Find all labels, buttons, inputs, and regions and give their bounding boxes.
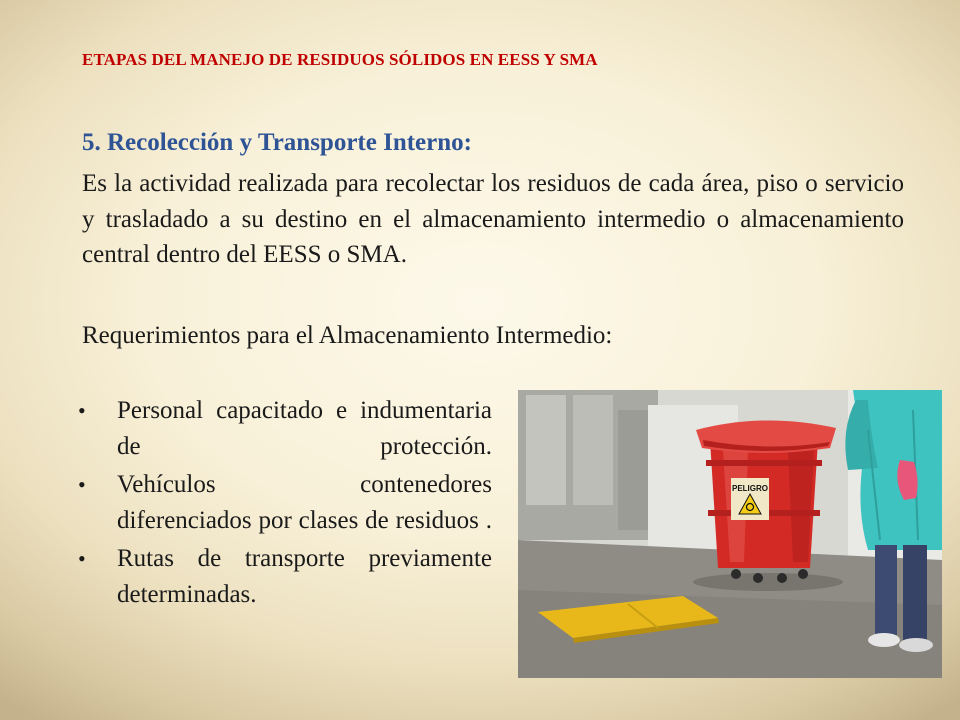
body-paragraph: Es la actividad realizada para recolectar los residuos de cada área, piso o servicio y trasladado a su destino en el almacenamiento intermedio o almacenamiento central dentro del EESS o SMA.: [82, 170, 904, 268]
peligro-label: PELIGRO: [731, 484, 769, 493]
list-item-text: Personal capacitado e indumentaria de protección.: [117, 397, 492, 460]
bullet-icon: •: [78, 398, 86, 423]
list-item-text: Vehículos contenedores diferenciados por clases de residuos .: [117, 471, 492, 534]
requirements-subheading: Requerimientos para el Almacenamiento Intermedio:: [82, 322, 613, 349]
list-item: [78, 541, 492, 613]
photo-illustration: [518, 390, 942, 678]
section-heading: 5. Recolección y Transporte Interno:: [82, 129, 472, 156]
bullet-icon: •: [78, 472, 86, 497]
list-item: [78, 393, 492, 465]
slide-title: ETAPAS DEL MANEJO DE RESIDUOS SÓLIDOS EN EESS Y SMA: [82, 50, 598, 69]
list-item: [78, 467, 492, 539]
bullet-icon: •: [78, 546, 86, 571]
waste-bin-photo: [518, 390, 942, 678]
list-item-text: Rutas de transporte previamente determinadas.: [117, 545, 492, 608]
requirements-list: [78, 393, 492, 615]
